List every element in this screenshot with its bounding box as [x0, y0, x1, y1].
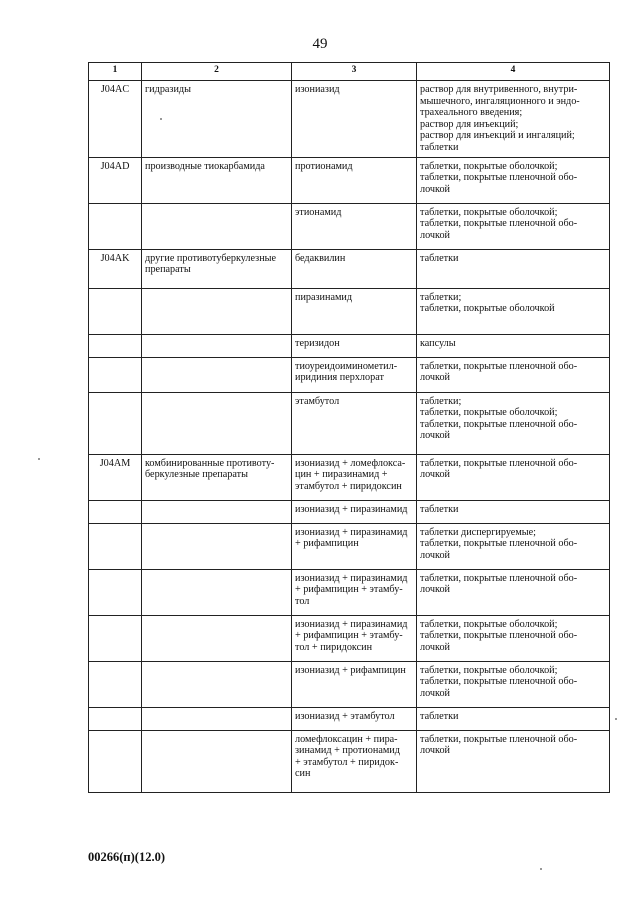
- atc-code-cell: [89, 203, 142, 249]
- dosage-form-cell: таблетки, покрытые пленочной обо- лочкой: [417, 454, 610, 500]
- group-name-cell: [142, 334, 292, 357]
- scan-speck: [160, 118, 162, 120]
- column-header: 3: [292, 63, 417, 81]
- table-row: [89, 288, 610, 334]
- dosage-form-cell: таблетки, покрытые оболочкой; таблетки, покрытые пленочной обо- лочкой: [417, 661, 610, 707]
- scan-speck: [615, 718, 617, 720]
- dosage-form-cell: таблетки; таблетки, покрытые оболочкой; таблетки, покрытые пленочной обо- лочкой: [417, 392, 610, 454]
- atc-code-cell: J04AK: [89, 249, 142, 288]
- atc-code-cell: [89, 569, 142, 615]
- atc-code-cell: [89, 615, 142, 661]
- atc-code-cell: [89, 288, 142, 334]
- dosage-form-cell: таблетки: [417, 500, 610, 523]
- dosage-form-cell: таблетки, покрытые пленочной обо- лочкой: [417, 357, 610, 392]
- atc-code-cell: [89, 707, 142, 730]
- dosage-form-cell: таблетки, покрытые пленочной обо- лочкой: [417, 569, 610, 615]
- table-row: [89, 203, 610, 249]
- dosage-form-cell: таблетки: [417, 249, 610, 288]
- group-name-cell: [142, 523, 292, 569]
- atc-code-cell: J04AM: [89, 454, 142, 500]
- table-row: [89, 707, 610, 730]
- group-name-cell: [142, 500, 292, 523]
- group-name-cell: [142, 392, 292, 454]
- drug-name-cell: изониазид + пиразинамид + рифампицин + этамбу- тол + пиридоксин: [292, 615, 417, 661]
- page-number: 49: [312, 36, 328, 52]
- group-name-cell: [142, 203, 292, 249]
- table-row: [89, 500, 610, 523]
- drug-name-cell: изониазид + пиразинамид + рифампицин: [292, 523, 417, 569]
- group-name-cell: [142, 730, 292, 792]
- dosage-form-cell: таблетки: [417, 707, 610, 730]
- drug-name-cell: бедаквилин: [292, 249, 417, 288]
- drug-name-cell: изониазид + пиразинамид: [292, 500, 417, 523]
- group-name-cell: [142, 288, 292, 334]
- document-code: 00266(п)(12.0): [88, 850, 165, 864]
- atc-code-cell: [89, 392, 142, 454]
- drug-name-cell: тиоуреидоиминометил- иридиния перхлорат: [292, 357, 417, 392]
- table-row: [89, 157, 610, 203]
- drug-name-cell: этамбутол: [292, 392, 417, 454]
- group-name-cell: комбинированные противоту- беркулезные препараты: [142, 454, 292, 500]
- atc-code-cell: J04AC: [89, 81, 142, 158]
- table-row: [89, 730, 610, 792]
- table-body: [89, 81, 610, 793]
- column-header: 1: [89, 63, 142, 81]
- scan-speck: [38, 458, 40, 460]
- table-header-row: [89, 63, 610, 81]
- group-name-cell: [142, 569, 292, 615]
- drug-name-cell: ломефлоксацин + пира- зинамид + протионамид + этамбутол + пиридок- син: [292, 730, 417, 792]
- dosage-form-cell: капсулы: [417, 334, 610, 357]
- dosage-form-cell: раствор для внутривенного, внутри- мышечного, ингаляционного и эндо- трахеального введения; раствор для инъекций; раствор для инъекций и ингаляций; таблетки: [417, 81, 610, 158]
- atc-code-cell: [89, 523, 142, 569]
- dosage-form-cell: таблетки, покрытые оболочкой; таблетки, покрытые пленочной обо- лочкой: [417, 203, 610, 249]
- table-row: [89, 454, 610, 500]
- dosage-form-cell: таблетки, покрытые оболочкой; таблетки, покрытые пленочной обо- лочкой: [417, 615, 610, 661]
- drug-table: [88, 62, 610, 793]
- table-row: [89, 523, 610, 569]
- group-name-cell: [142, 661, 292, 707]
- dosage-form-cell: таблетки, покрытые оболочкой; таблетки, покрытые пленочной обо- лочкой: [417, 157, 610, 203]
- scan-speck: [540, 868, 542, 870]
- table-row: [89, 334, 610, 357]
- table-row: [89, 569, 610, 615]
- table-row: [89, 81, 610, 158]
- drug-name-cell: этионамид: [292, 203, 417, 249]
- drug-name-cell: пиразинамид: [292, 288, 417, 334]
- atc-code-cell: [89, 357, 142, 392]
- table-row: [89, 661, 610, 707]
- atc-code-cell: [89, 730, 142, 792]
- table-row: [89, 392, 610, 454]
- drug-name-cell: изониазид: [292, 81, 417, 158]
- atc-code-cell: [89, 661, 142, 707]
- group-name-cell: другие противотуберкулезные препараты: [142, 249, 292, 288]
- drug-name-cell: изониазид + рифампицин: [292, 661, 417, 707]
- table-row: [89, 615, 610, 661]
- dosage-form-cell: таблетки, покрытые пленочной обо- лочкой: [417, 730, 610, 792]
- table-row: [89, 249, 610, 288]
- group-name-cell: [142, 357, 292, 392]
- group-name-cell: [142, 707, 292, 730]
- atc-code-cell: [89, 334, 142, 357]
- atc-code-cell: [89, 500, 142, 523]
- drug-name-cell: изониазид + ломефлокса- цин + пиразинамид + этамбутол + пиридоксин: [292, 454, 417, 500]
- dosage-form-cell: таблетки диспергируемые; таблетки, покрытые пленочной обо- лочкой: [417, 523, 610, 569]
- drug-name-cell: изониазид + пиразинамид + рифампицин + этамбу- тол: [292, 569, 417, 615]
- column-header: 4: [417, 63, 610, 81]
- group-name-cell: гидразиды: [142, 81, 292, 158]
- atc-code-cell: J04AD: [89, 157, 142, 203]
- drug-name-cell: теризидон: [292, 334, 417, 357]
- group-name-cell: [142, 615, 292, 661]
- drug-name-cell: протионамид: [292, 157, 417, 203]
- column-header: 2: [142, 63, 292, 81]
- dosage-form-cell: таблетки; таблетки, покрытые оболочкой: [417, 288, 610, 334]
- group-name-cell: производные тиокарбамида: [142, 157, 292, 203]
- table-row: [89, 357, 610, 392]
- drug-name-cell: изониазид + этамбутол: [292, 707, 417, 730]
